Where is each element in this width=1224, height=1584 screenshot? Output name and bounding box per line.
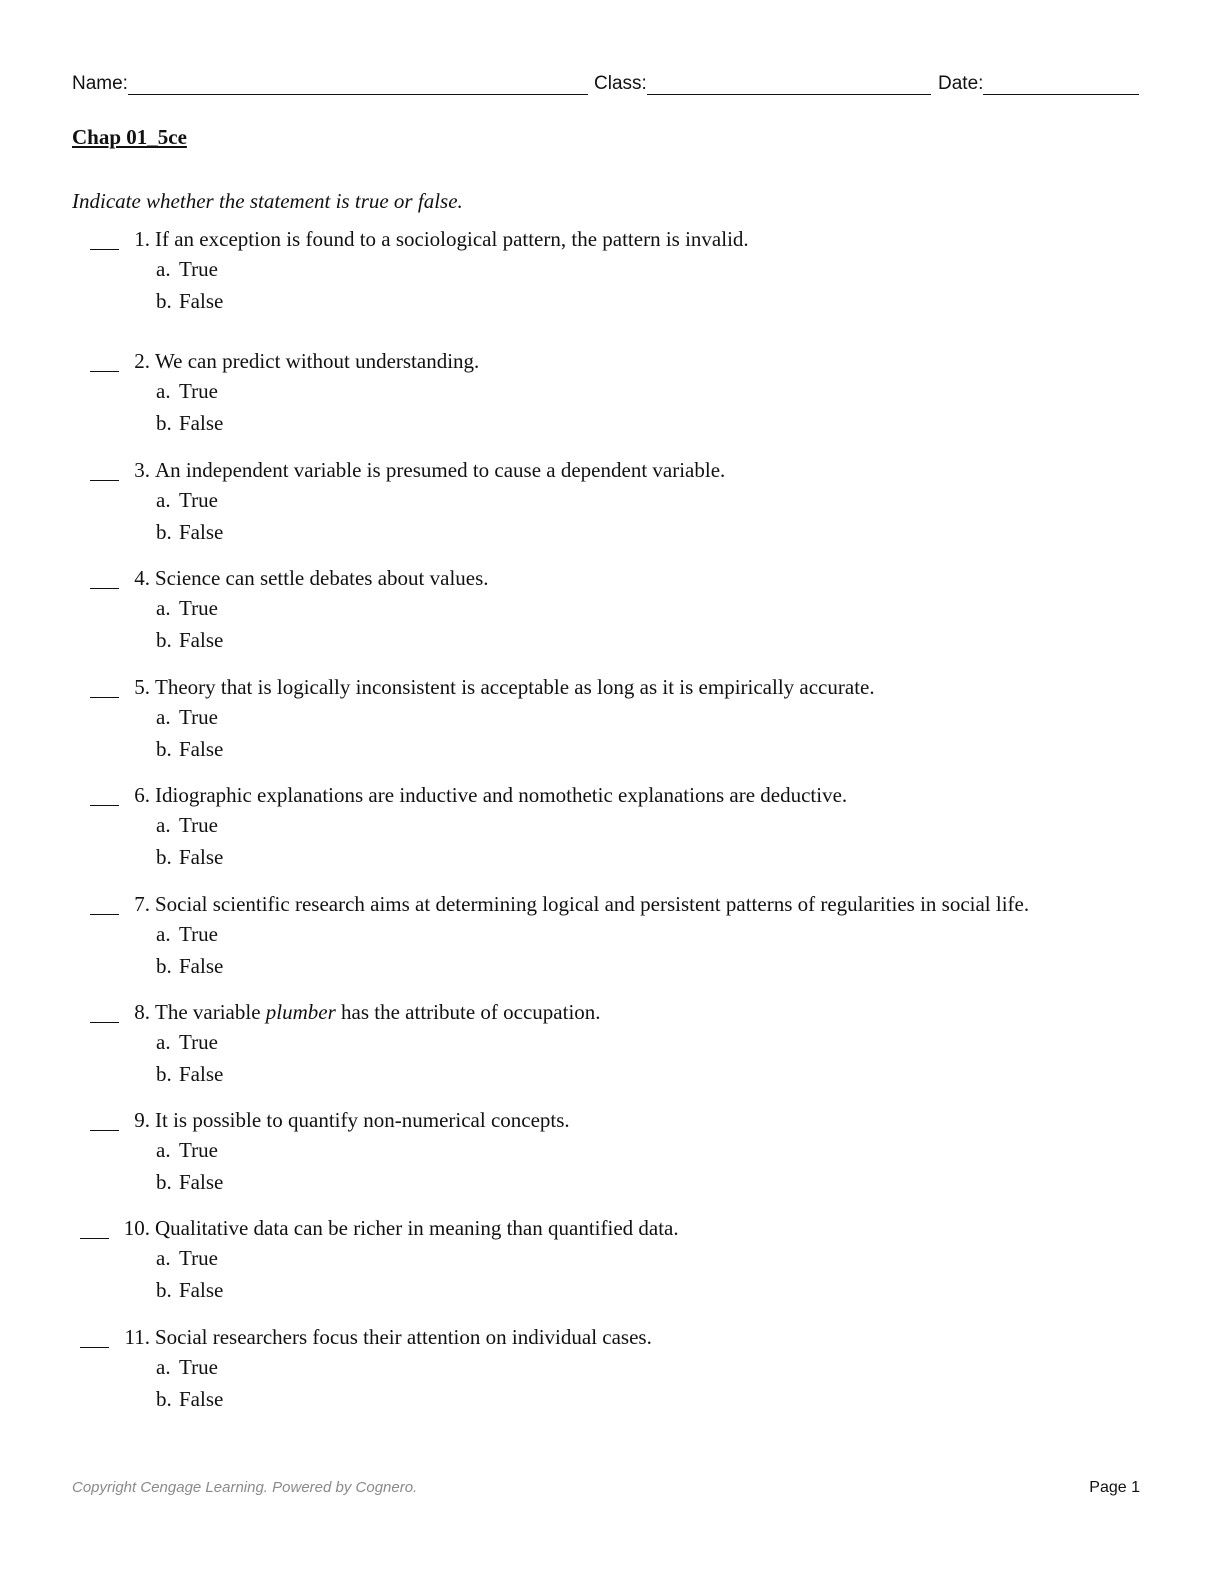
- question-number: 11.: [124, 1325, 150, 1349]
- option-false: [156, 411, 223, 435]
- option-text: False: [179, 1278, 224, 1302]
- option-text: False: [179, 737, 224, 761]
- option-true: [156, 1355, 218, 1379]
- question-number: 7.: [134, 892, 150, 916]
- question-number: 9.: [134, 1108, 150, 1132]
- option-true: [156, 1138, 218, 1162]
- option-text: False: [179, 1170, 224, 1194]
- option-false: [156, 845, 223, 869]
- option-true: [156, 488, 218, 512]
- option-letter: a.: [156, 922, 171, 946]
- option-letter: b.: [156, 1278, 172, 1302]
- option-text: True: [179, 257, 218, 281]
- option-text: True: [179, 922, 218, 946]
- question-text-end: has the attribute of occupation.: [335, 1000, 601, 1024]
- question-text: If an exception is found to a sociological pattern, the pattern is invalid.: [155, 227, 749, 251]
- option-true: [156, 922, 218, 946]
- option-text: False: [179, 628, 224, 652]
- answer-blank[interactable]: [80, 1325, 109, 1348]
- question-text: Idiographic explanations are inductive and nomothetic explanations are deductive.: [155, 783, 848, 807]
- option-letter: a.: [156, 596, 171, 620]
- name-label: Name:: [72, 73, 128, 94]
- option-text: False: [179, 520, 224, 544]
- option-letter: b.: [156, 289, 172, 313]
- question-number: 1.: [134, 227, 150, 251]
- question-number: 6.: [134, 783, 150, 807]
- option-text: False: [179, 954, 224, 978]
- option-letter: b.: [156, 520, 172, 544]
- question-number: 5.: [134, 675, 150, 699]
- option-letter: b.: [156, 411, 172, 435]
- question-number: 8.: [134, 1000, 150, 1024]
- copyright-footer: Copyright Cengage Learning. Powered by Cognero.: [72, 1479, 418, 1496]
- question-text: [155, 1000, 601, 1024]
- option-text: False: [179, 1387, 224, 1411]
- option-letter: a.: [156, 813, 171, 837]
- page-number: Page 1: [1089, 1479, 1140, 1496]
- question-text: Science can settle debates about values.: [155, 566, 489, 590]
- date-label: Date:: [938, 73, 984, 94]
- option-true: [156, 257, 218, 281]
- option-text: True: [179, 813, 218, 837]
- option-true: [156, 596, 218, 620]
- question-number: 10.: [123, 1216, 150, 1240]
- answer-blank[interactable]: [80, 1216, 109, 1239]
- question-number: 3.: [134, 458, 150, 482]
- option-letter: a.: [156, 488, 171, 512]
- option-text: False: [179, 289, 224, 313]
- option-text: True: [179, 379, 218, 403]
- question-number: 4.: [134, 566, 150, 590]
- option-text: True: [179, 596, 218, 620]
- option-false: [156, 1387, 223, 1411]
- option-text: False: [179, 411, 224, 435]
- option-true: [156, 705, 218, 729]
- option-letter: a.: [156, 257, 171, 281]
- question-text-italic: plumber: [265, 1000, 336, 1024]
- option-true: [156, 813, 218, 837]
- option-letter: b.: [156, 1170, 172, 1194]
- question-text-start: The variable: [155, 1000, 266, 1024]
- question-text: Social researchers focus their attention on individual cases.: [155, 1325, 652, 1349]
- option-letter: a.: [156, 1030, 171, 1054]
- option-letter: b.: [156, 1387, 172, 1411]
- option-text: True: [179, 1030, 218, 1054]
- option-letter: b.: [156, 628, 172, 652]
- option-true: [156, 1246, 218, 1270]
- option-text: False: [179, 1062, 224, 1086]
- class-label: Class:: [594, 73, 647, 94]
- option-letter: a.: [156, 1355, 171, 1379]
- question-text: We can predict without understanding.: [155, 349, 480, 373]
- option-letter: b.: [156, 954, 172, 978]
- option-true: [156, 379, 218, 403]
- option-letter: a.: [156, 1138, 171, 1162]
- option-text: True: [179, 1355, 218, 1379]
- option-letter: a.: [156, 1246, 171, 1270]
- question-number: 2.: [134, 349, 150, 373]
- question-text: Qualitative data can be richer in meaning than quantified data.: [155, 1216, 679, 1240]
- option-false: [156, 954, 223, 978]
- option-false: [156, 1170, 223, 1194]
- question-text: Theory that is logically inconsistent is acceptable as long as it is empirically accurate.: [155, 675, 875, 699]
- option-true: [156, 1030, 218, 1054]
- option-false: [156, 628, 223, 652]
- option-text: False: [179, 845, 224, 869]
- option-letter: b.: [156, 1062, 172, 1086]
- option-text: True: [179, 1246, 218, 1270]
- option-letter: b.: [156, 845, 172, 869]
- option-letter: b.: [156, 737, 172, 761]
- option-text: True: [179, 1138, 218, 1162]
- option-false: [156, 737, 223, 761]
- question-text: Social scientific research aims at determining logical and persistent patterns of regularities in social life.: [155, 892, 1030, 916]
- option-false: [156, 289, 223, 313]
- option-letter: a.: [156, 379, 171, 403]
- option-text: True: [179, 705, 218, 729]
- option-letter: a.: [156, 705, 171, 729]
- option-false: [156, 1278, 223, 1302]
- question-text: An independent variable is presumed to cause a dependent variable.: [155, 458, 726, 482]
- option-text: True: [179, 488, 218, 512]
- option-false: [156, 1062, 223, 1086]
- question-text: It is possible to quantify non-numerical concepts.: [155, 1108, 570, 1132]
- page-title: Chap 01_5ce: [72, 125, 187, 149]
- instructions: Indicate whether the statement is true or false.: [72, 189, 463, 213]
- option-false: [156, 520, 223, 544]
